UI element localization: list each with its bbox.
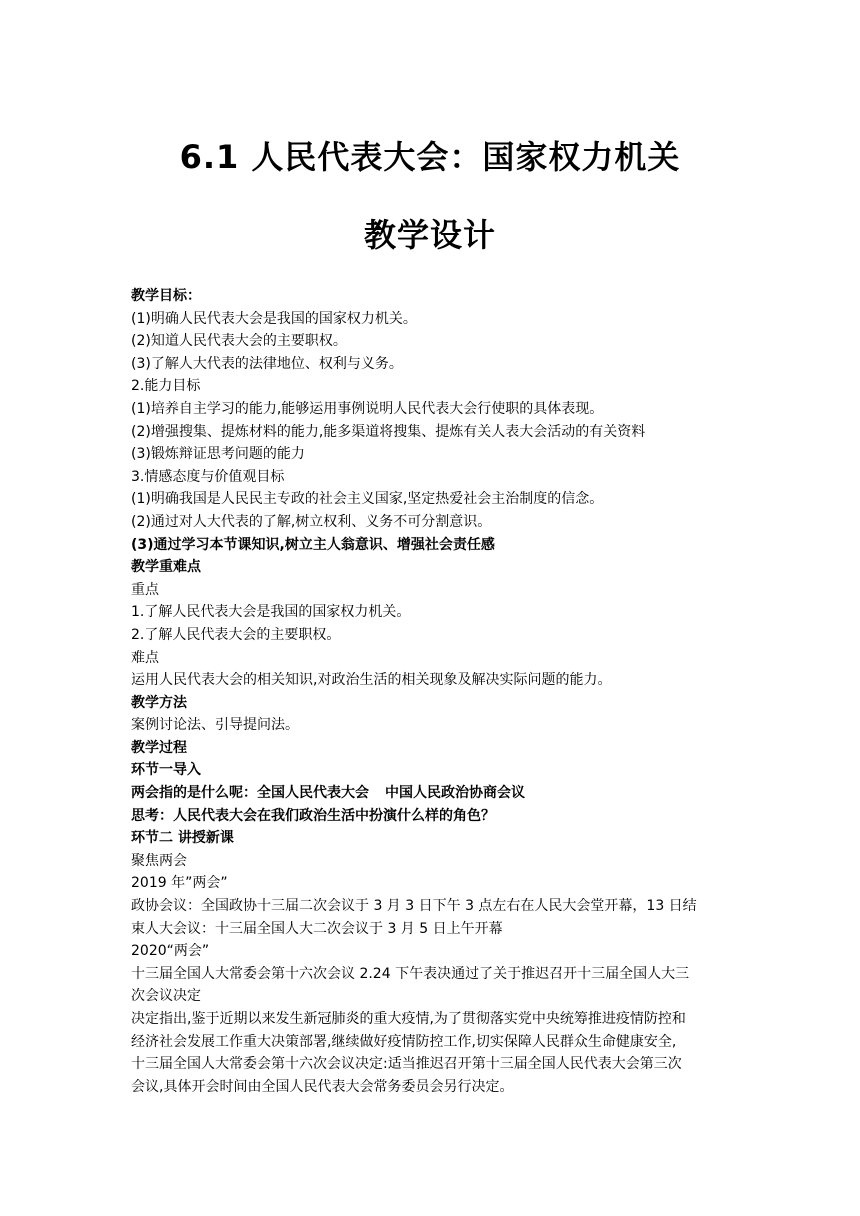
goal-item: (3)了解人大代表的法律地位、权利与义务。: [131, 355, 403, 372]
goal-item: (3)通过学习本节课知识,树立主人翁意识、增强社会责任感: [131, 536, 495, 553]
step-two-heading: 环节二 讲授新课: [131, 830, 234, 847]
document-body: [131, 285, 731, 1098]
section-heading-teaching-goals: 教学目标：: [131, 288, 201, 304]
two-sessions-question: [131, 782, 731, 805]
goal-item: (1)明确我国是人民民主专政的社会主义国家,坚定热爱社会主治制度的信念。: [131, 491, 604, 508]
methods-text: 案例讨论法、引导提问法。: [131, 717, 299, 734]
paragraph-line: 十三届全国人大常委会第十六次会议 2.24 下午表决通过了关于推迟召开十三届全国人大三: [131, 965, 690, 982]
subheading-ability-goals: 2.能力目标: [131, 378, 201, 395]
paragraph-line: 决定指出,鉴于近期以来发生新冠肺炎的重大疫情,为了贯彻落实党中央统筹推进疫情防控和: [131, 1011, 686, 1027]
two-sessions-question-part2: 中国人民政治协商会议: [385, 785, 525, 802]
difficult-point-item: 运用人民代表大会的相关知识,对政治生活的相关现象及解决实际问题的能力。: [131, 672, 612, 689]
goal-item: (2)增强搜集、提炼材料的能力,能多渠道将搜集、提炼有关人表大会活动的有关资料: [131, 423, 646, 440]
goal-item: (2)知道人民代表大会的主要职权。: [131, 333, 347, 350]
paragraph-line: 束人大会议：十三届全国人大二次会议于 3 月 5 日上午开幕: [131, 920, 503, 937]
key-point-item: 1.了解人民代表大会是我国的国家权力机关。: [131, 604, 411, 621]
focus-two-sessions: 聚焦两会: [131, 852, 187, 869]
paragraph-line: 次会议决定: [131, 988, 201, 1005]
document-title: 6.1 人民代表大会：国家权力机关: [179, 138, 681, 176]
goal-item: (1)明确人民代表大会是我国的国家权力机关。: [131, 310, 417, 327]
subheading-key: 重点: [131, 581, 159, 598]
key-point-item: 2.了解人民代表大会的主要职权。: [131, 626, 341, 643]
paragraph-line: 会议,具体开会时间由全国人民代表大会常务委员会另行决定。: [131, 1078, 514, 1095]
document-subtitle: 教学设计: [363, 216, 496, 254]
thinking-question: 思考：人民代表大会在我们政治生活中扮演什么样的角色？: [131, 807, 495, 824]
paragraph-line: 十三届全国人大常委会第十六次会议决定:适当推迟召开第十三届全国人民代表大会第三次: [131, 1056, 682, 1073]
step-one-heading: 环节一导入: [131, 762, 201, 779]
goal-item: (3)锻炼辩证思考问题的能力: [131, 446, 305, 463]
subheading-emotion-goals: 3.情感态度与价值观目标: [131, 468, 285, 485]
year-2020-heading: 2020“两会”: [131, 943, 210, 960]
two-sessions-question-part1: 两会指的是什么呢：全国人民代表大会: [131, 785, 369, 802]
section-heading-key-points: 教学重难点: [131, 559, 201, 576]
goal-item: (2)通过对人大代表的了解,树立权利、义务不可分割意识。: [131, 513, 492, 530]
section-heading-process: 教学过程: [131, 739, 187, 756]
goal-item: (1)培养自主学习的能力,能够运用事例说明人民代表大会行使职的具体表现。: [131, 400, 604, 417]
paragraph-line: 经济社会发展工作重大决策部署,继续做好疫情防控工作,切实保障人民群众生命健康安全,: [131, 1033, 677, 1050]
paragraph-line: 政协会议：全国政协十三届二次会议于 3 月 3 日下午 3 点左右在人民大会堂开幕，13 日结: [131, 898, 697, 915]
section-heading-methods: 教学方法: [131, 694, 187, 711]
year-2019-heading: 2019 年”两会”: [131, 875, 228, 892]
subheading-difficult: 难点: [131, 649, 159, 666]
